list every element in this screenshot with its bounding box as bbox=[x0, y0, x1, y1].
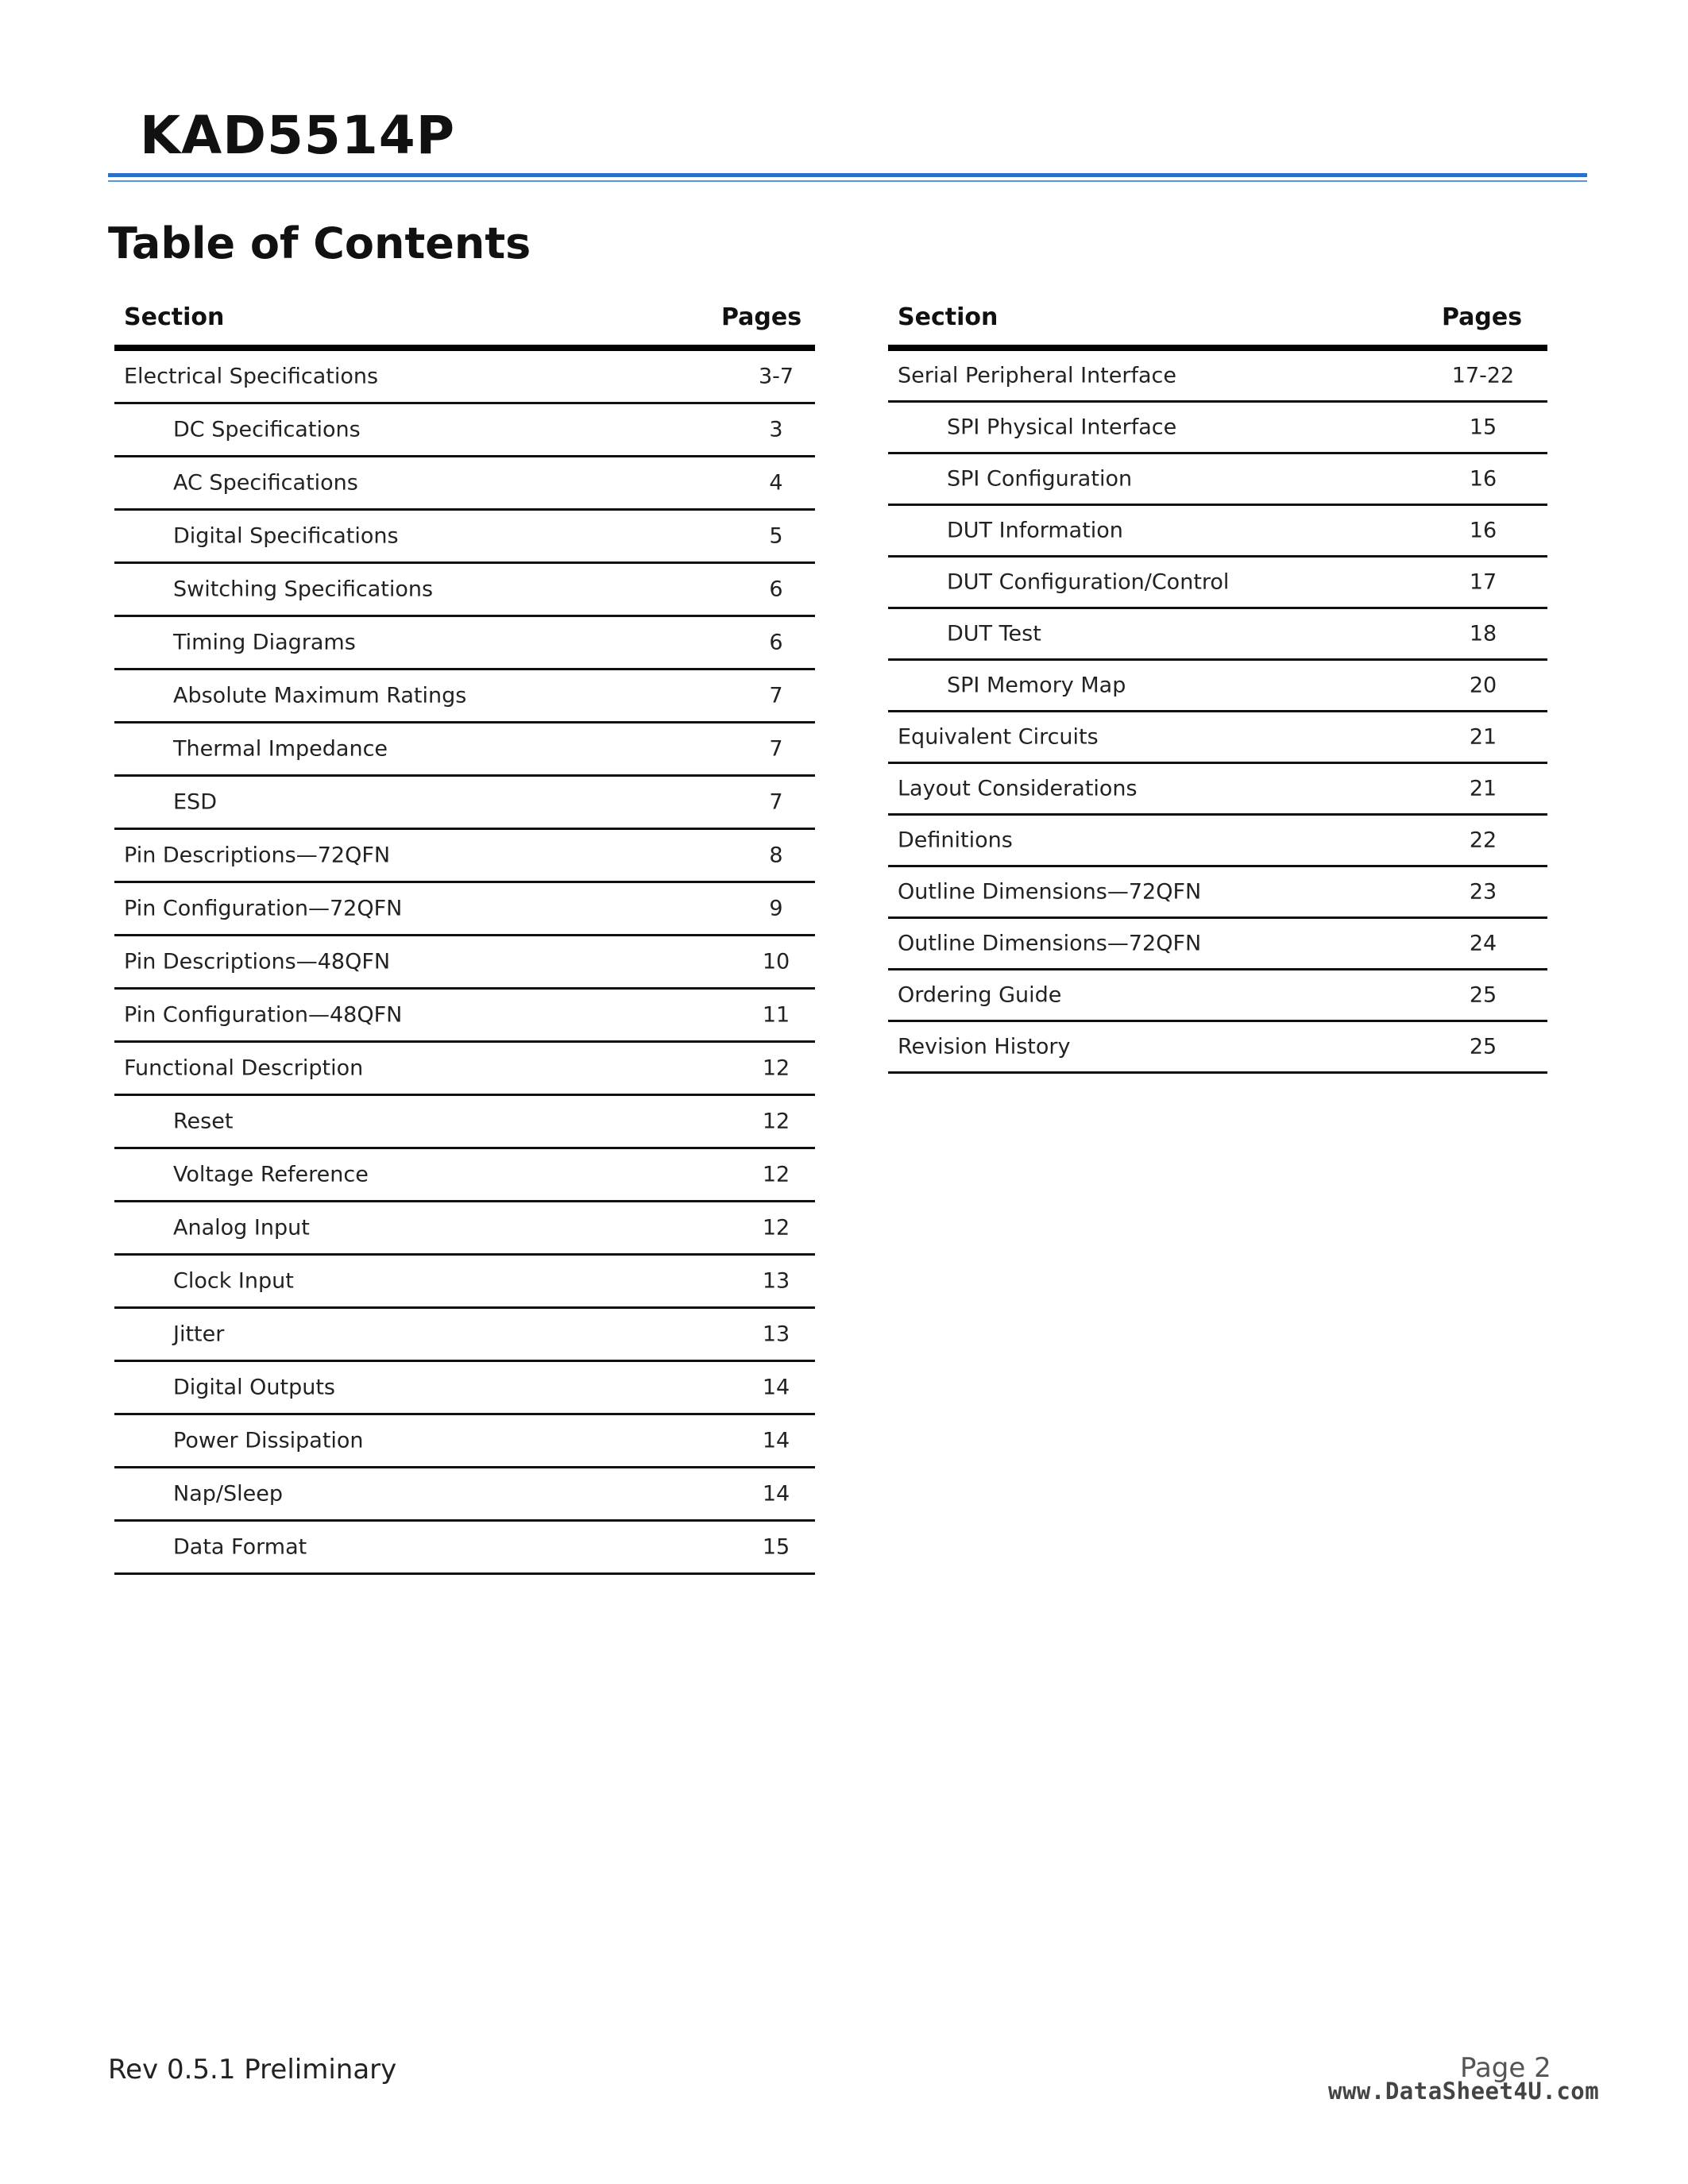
toc-page-number: 7 bbox=[769, 683, 783, 708]
toc-row[interactable] bbox=[888, 558, 1547, 609]
toc-row[interactable] bbox=[114, 1256, 815, 1309]
toc-page-number: 6 bbox=[769, 630, 783, 655]
toc-page-number: 13 bbox=[762, 1268, 790, 1294]
toc-row[interactable] bbox=[888, 919, 1547, 970]
toc-section-label: Absolute Maximum Ratings bbox=[173, 683, 467, 708]
toc-page-number: 17 bbox=[1469, 569, 1497, 595]
toc-section-label: Power Dissipation bbox=[173, 1428, 364, 1453]
toc-row[interactable] bbox=[114, 1468, 815, 1522]
toc-section-label: SPI Physical Interface bbox=[947, 415, 1177, 440]
toc-page-number: 14 bbox=[762, 1428, 790, 1453]
toc-page-number: 24 bbox=[1469, 931, 1497, 956]
pages-column-header: Pages bbox=[1442, 303, 1523, 331]
toc-page-number: 23 bbox=[1469, 879, 1497, 905]
toc-section-label: Ordering Guide bbox=[898, 982, 1062, 1008]
toc-row[interactable] bbox=[114, 990, 815, 1043]
footer-revision: Rev 0.5.1 Preliminary bbox=[108, 2054, 397, 2086]
toc-left-rows bbox=[114, 351, 815, 1575]
toc-section-label: Pin Descriptions—48QFN bbox=[124, 949, 391, 974]
header-rule bbox=[108, 173, 1587, 177]
toc-section-label: Digital Specifications bbox=[173, 523, 399, 549]
toc-row[interactable] bbox=[888, 712, 1547, 764]
toc-section-label: Definitions bbox=[898, 828, 1013, 853]
toc-row[interactable] bbox=[114, 1202, 815, 1256]
toc-row[interactable] bbox=[888, 506, 1547, 558]
toc-page-number: 12 bbox=[762, 1109, 790, 1134]
toc-page-number: 14 bbox=[762, 1375, 790, 1400]
toc-row[interactable] bbox=[114, 777, 815, 830]
toc-section-label: Analog Input bbox=[173, 1215, 310, 1241]
toc-page-number: 7 bbox=[769, 789, 783, 815]
toc-section-label: ESD bbox=[173, 789, 217, 815]
toc-page-number: 13 bbox=[762, 1322, 790, 1347]
toc-section-label: DUT Configuration/Control bbox=[947, 569, 1230, 595]
toc-section-label: Layout Considerations bbox=[898, 776, 1138, 801]
toc-page-number: 20 bbox=[1469, 673, 1497, 698]
toc-row[interactable] bbox=[114, 511, 815, 564]
toc-section-label: Timing Diagrams bbox=[173, 630, 356, 655]
toc-section-label: Digital Outputs bbox=[173, 1375, 336, 1400]
toc-page-number: 8 bbox=[769, 843, 783, 868]
toc-left-column bbox=[114, 294, 815, 1575]
toc-section-label: Voltage Reference bbox=[173, 1162, 369, 1187]
pages-column-header: Pages bbox=[721, 303, 802, 331]
toc-page-number: 3-7 bbox=[758, 364, 794, 389]
toc-row[interactable] bbox=[114, 1522, 815, 1575]
toc-page-number: 15 bbox=[1469, 415, 1497, 440]
toc-row[interactable] bbox=[888, 867, 1547, 919]
toc-page-number: 25 bbox=[1469, 1034, 1497, 1059]
toc-section-label: Electrical Specifications bbox=[124, 364, 379, 389]
toc-row[interactable] bbox=[114, 457, 815, 511]
toc-row[interactable] bbox=[114, 830, 815, 883]
toc-section-label: Data Format bbox=[173, 1534, 307, 1560]
document-title: KAD5514P bbox=[140, 105, 456, 166]
toc-page-number: 6 bbox=[769, 577, 783, 602]
toc-row[interactable] bbox=[114, 723, 815, 777]
toc-section-label: Reset bbox=[173, 1109, 234, 1134]
toc-page-number: 15 bbox=[762, 1534, 790, 1560]
toc-row[interactable] bbox=[888, 661, 1547, 712]
toc-row[interactable] bbox=[888, 351, 1547, 403]
toc-page-number: 4 bbox=[769, 470, 783, 496]
toc-page-number: 3 bbox=[769, 417, 783, 442]
toc-page-number: 21 bbox=[1469, 776, 1497, 801]
toc-row[interactable] bbox=[114, 617, 815, 670]
toc-row[interactable] bbox=[114, 564, 815, 617]
toc-section-label: Serial Peripheral Interface bbox=[898, 363, 1176, 388]
toc-section-label: DUT Test bbox=[947, 621, 1041, 646]
toc-page-number: 16 bbox=[1469, 466, 1497, 492]
toc-section-label: Outline Dimensions—72QFN bbox=[898, 879, 1202, 905]
toc-row[interactable] bbox=[888, 454, 1547, 506]
toc-row[interactable] bbox=[888, 403, 1547, 454]
toc-row[interactable] bbox=[114, 1096, 815, 1149]
toc-page-number: 9 bbox=[769, 896, 783, 921]
toc-row[interactable] bbox=[114, 1043, 815, 1096]
toc-row[interactable] bbox=[114, 1362, 815, 1415]
toc-section-label: Equivalent Circuits bbox=[898, 724, 1099, 750]
toc-page-number: 22 bbox=[1469, 828, 1497, 853]
toc-section-label: Thermal Impedance bbox=[173, 736, 388, 762]
watermark-link[interactable]: www.DataSheet4U.com bbox=[1328, 2078, 1600, 2105]
toc-row[interactable] bbox=[888, 764, 1547, 816]
toc-section-label: AC Specifications bbox=[173, 470, 358, 496]
footer-page-number: Page 2 bbox=[1460, 2052, 1551, 2084]
toc-page-number: 14 bbox=[762, 1481, 790, 1507]
toc-page-number: 12 bbox=[762, 1055, 790, 1081]
toc-section-label: Pin Configuration—48QFN bbox=[124, 1002, 403, 1028]
toc-row[interactable] bbox=[114, 883, 815, 936]
toc-row[interactable] bbox=[888, 1022, 1547, 1074]
toc-page-number: 11 bbox=[762, 1002, 790, 1028]
toc-left-header bbox=[114, 294, 815, 351]
toc-row[interactable] bbox=[888, 816, 1547, 867]
toc-section-label: Switching Specifications bbox=[173, 577, 434, 602]
toc-right-rows bbox=[888, 351, 1547, 1074]
toc-row[interactable] bbox=[888, 609, 1547, 661]
toc-section-label: Pin Descriptions—72QFN bbox=[124, 843, 391, 868]
section-column-header: Section bbox=[898, 303, 999, 331]
toc-section-label: SPI Configuration bbox=[947, 466, 1133, 492]
toc-page-number: 25 bbox=[1469, 982, 1497, 1008]
toc-page-number: 16 bbox=[1469, 518, 1497, 543]
toc-section-label: DUT Information bbox=[947, 518, 1123, 543]
toc-section-label: Functional Description bbox=[124, 1055, 364, 1081]
toc-page-number: 18 bbox=[1469, 621, 1497, 646]
toc-section-label: DC Specifications bbox=[173, 417, 361, 442]
toc-right-column bbox=[888, 294, 1547, 1074]
toc-section-label: Outline Dimensions—72QFN bbox=[898, 931, 1202, 956]
toc-title: Table of Contents bbox=[108, 218, 531, 268]
toc-right-header bbox=[888, 294, 1547, 351]
toc-row[interactable] bbox=[114, 1415, 815, 1468]
toc-row[interactable] bbox=[114, 936, 815, 990]
toc-row[interactable] bbox=[114, 1309, 815, 1362]
toc-row[interactable] bbox=[114, 1149, 815, 1202]
toc-section-label: SPI Memory Map bbox=[947, 673, 1126, 698]
header-rule-thin bbox=[108, 180, 1587, 182]
toc-page-number: 21 bbox=[1469, 724, 1497, 750]
toc-page-number: 5 bbox=[769, 523, 783, 549]
toc-page-number: 12 bbox=[762, 1162, 790, 1187]
toc-section-label: Revision History bbox=[898, 1034, 1071, 1059]
toc-section-label: Nap/Sleep bbox=[173, 1481, 283, 1507]
toc-page-number: 10 bbox=[762, 949, 790, 974]
toc-section-label: Clock Input bbox=[173, 1268, 294, 1294]
toc-page-number: 7 bbox=[769, 736, 783, 762]
toc-row[interactable] bbox=[114, 351, 815, 404]
toc-page-number: 12 bbox=[762, 1215, 790, 1241]
toc-section-label: Jitter bbox=[173, 1322, 225, 1347]
toc-row[interactable] bbox=[114, 670, 815, 723]
toc-page-number: 17-22 bbox=[1451, 363, 1515, 388]
toc-row[interactable] bbox=[888, 970, 1547, 1022]
toc-section-label: Pin Configuration—72QFN bbox=[124, 896, 403, 921]
section-column-header: Section bbox=[124, 303, 225, 331]
toc-row[interactable] bbox=[114, 404, 815, 457]
